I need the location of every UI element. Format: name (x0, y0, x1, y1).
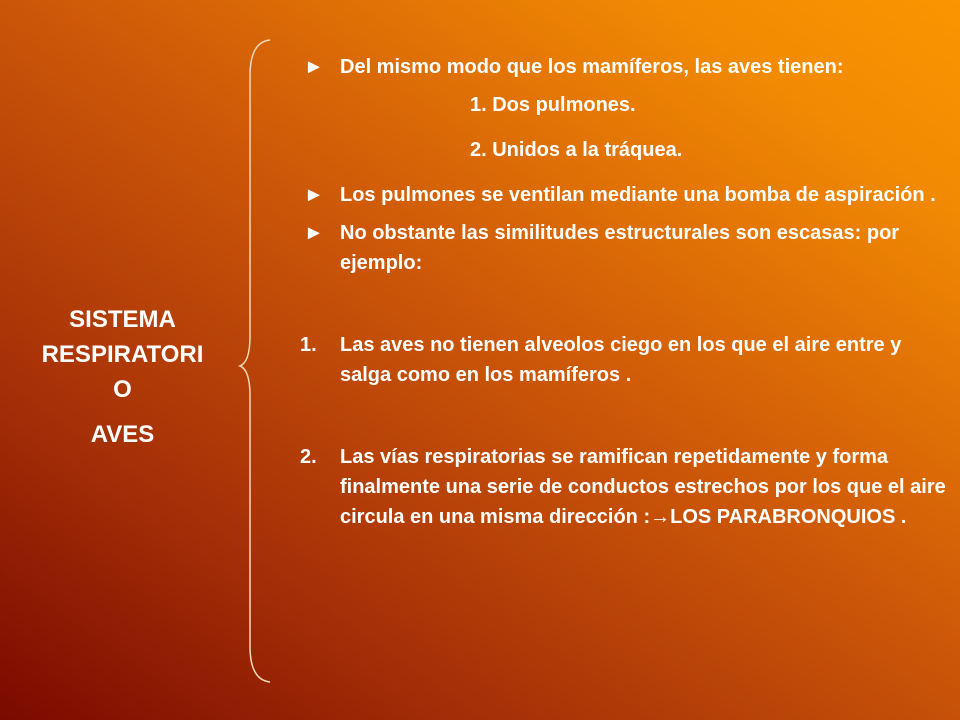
sub-item: 2. Unidos a la tráquea. (470, 139, 683, 161)
bullet-arrow-icon: ► (304, 184, 324, 206)
numbered-item (300, 442, 952, 532)
curly-brace (238, 36, 278, 686)
bullet-item (300, 180, 952, 210)
bullet-item (300, 52, 952, 82)
title-line-3: O (113, 376, 132, 403)
slide-title (10, 302, 235, 452)
bullet-arrow-icon: ► (304, 56, 324, 78)
sub-item: 1. Dos pulmones. (470, 94, 636, 116)
title-line-2: RESPIRATORI (41, 341, 204, 368)
item-text: Las aves no tienen alveolos ciego en los que el aire entre y salga como en los mamíferos . (340, 334, 902, 386)
slide-content (300, 52, 952, 532)
item-text: Las vías respiratorias se ramifican repetidamente y forma finalmente una serie de conductos estrechos por los que el aire circula en una misma dirección :→LOS PARABRONQUIOS . (340, 446, 946, 528)
bullet-text: Del mismo modo que los mamíferos, las aves tienen: (340, 56, 844, 78)
bullet-item (300, 218, 952, 278)
numbered-item (300, 330, 952, 390)
title-line-4: AVES (90, 421, 155, 448)
item-number: 1. (300, 334, 317, 356)
bullet-text: Los pulmones se ventilan mediante una bomba de aspiración . (340, 184, 936, 206)
bullet-text: No obstante las similitudes estructurales son escasas: por ejemplo: (340, 222, 900, 274)
item-number: 2. (300, 446, 317, 468)
bullet-arrow-icon: ► (304, 222, 324, 244)
title-line-1: SISTEMA (69, 306, 176, 333)
